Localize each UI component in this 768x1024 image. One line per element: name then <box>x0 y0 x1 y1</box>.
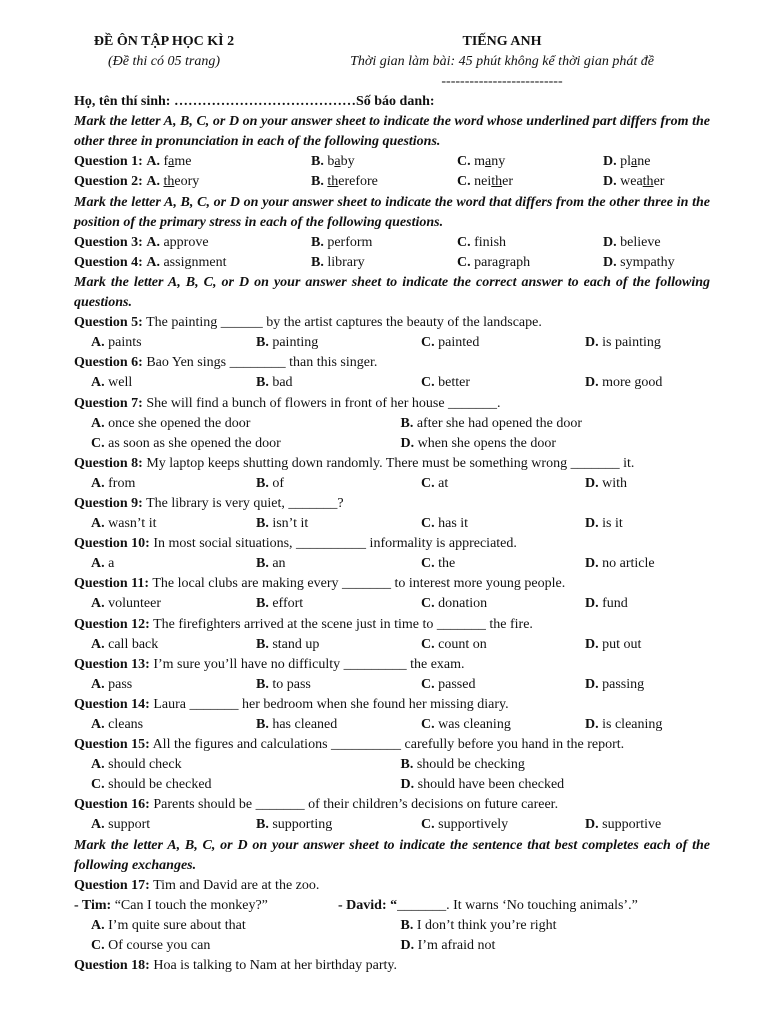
option-d: should have been checked <box>417 777 565 793</box>
option-b: has cleaned <box>272 717 338 732</box>
question-14: Question 14: Laura _______ her bedroom when she found her missing diary. A. cleans B. has cleaned C. was cleaning D. is cleaning <box>74 696 663 732</box>
question-7: Question 7: She will find a bunch of flowers in front of her house _______. A. once she opened the door B. after she had opened the door C. as soon as she opened the door D. when she opens the door <box>74 395 583 451</box>
option-b: an <box>272 556 286 572</box>
question-label: Question 3: <box>74 234 143 250</box>
option-d-prefix: D. pl <box>603 154 632 170</box>
question-stem: My laptop keeps shutting down randomly. There must be something wrong _______ it. <box>142 455 635 471</box>
option-a: approve <box>163 234 209 250</box>
option-b: supporting <box>272 817 333 833</box>
option-d-underlined: a <box>631 154 638 170</box>
option-c-prefix: C. m <box>457 154 486 170</box>
option-c-suffix: ny <box>491 154 506 170</box>
exam-page <box>74 32 710 976</box>
question-3: Question 3: A. approve B. perform C. finish D. believe <box>74 234 661 250</box>
option-c: count on <box>438 636 487 652</box>
option-c: painted <box>438 335 480 351</box>
option-letter: C. <box>457 174 471 190</box>
option-d: believe <box>620 234 661 250</box>
header-row-2 <box>74 52 710 72</box>
option-b-suffix: by <box>340 154 355 170</box>
option-c: the <box>438 556 456 572</box>
question-10: Question 10: In most social situations, __________ informality is appreciated. A. a B. an C. the D. no article <box>74 536 655 572</box>
option-d-suffix: ne <box>637 154 651 170</box>
option-d: when she opens the door <box>417 435 557 451</box>
option-d-underlined: th <box>642 174 654 190</box>
question-label: Question 18: <box>74 958 150 974</box>
question-label: Question 8: <box>74 455 143 471</box>
option-a: support <box>108 817 151 833</box>
option-c-underlined: a <box>485 154 492 170</box>
question-stem: Laura _______ her bedroom when she found her missing diary. <box>149 696 509 712</box>
question-stem: She will find a bunch of flowers in front of her house _______. <box>142 395 501 411</box>
option-b: of <box>272 475 285 491</box>
question-stem: I’m sure you’ll have no difficulty _________ the exam. <box>149 656 465 672</box>
question-label: Question 13: <box>74 656 150 672</box>
question-label: Question 9: <box>74 495 143 511</box>
option-a: I’m quite sure about that <box>108 917 246 933</box>
option-letter: B. <box>311 174 324 190</box>
option-d: is it <box>602 516 623 532</box>
question-label: Question 16: <box>74 797 150 813</box>
option-c: supportively <box>438 817 509 833</box>
question-stem: Parents should be _______ of their children’s decisions on future career. <box>149 797 559 813</box>
speaker-david: - David: “ <box>338 897 398 913</box>
option-b: perform <box>327 234 373 250</box>
question-stem: Hoa is talking to Nam at her birthday party. <box>149 958 397 974</box>
question-stem: Tim and David are at the zoo. <box>149 877 320 893</box>
option-b-suffix: erefore <box>338 174 378 190</box>
option-c: has it <box>438 516 469 532</box>
option-c: finish <box>474 234 507 250</box>
option-d: more good <box>602 375 663 391</box>
speaker-tim: - Tim: <box>74 897 112 913</box>
header-row-1 <box>74 32 710 52</box>
question-label: Question 11: <box>74 576 150 592</box>
option-d-suffix: er <box>653 174 665 190</box>
option-c: passed <box>438 676 476 692</box>
instruction-pronunciation: Mark the letter A, B, C, or D on your answer sheet to indicate the word whose underlined part differs from the other three in pronunciation in each of the following questions. <box>74 114 710 150</box>
question-4: Question 4: A. assignment B. library C. paragraph D. sympathy <box>74 254 675 270</box>
question-17: Question 17: Tim and David are at the zoo. - Tim: “Can I touch the monkey?” - David: “_______. It warns ‘No touching animals’.” A. I’m quite sure about that B. I don’t think you’re right C. Of course you can D. I’m afraid not <box>74 876 710 956</box>
question-label: Question 6: <box>74 355 143 371</box>
option-d: supportive <box>602 817 662 833</box>
question-stem: Bao Yen sings ________ than this singer. <box>142 355 378 371</box>
question-stem: In most social situations, __________ informality is appreciated. <box>149 536 517 552</box>
option-c: as soon as she opened the door <box>108 435 281 451</box>
option-c-prefix: C. nei <box>457 174 492 190</box>
option-b: after she had opened the door <box>416 415 583 431</box>
question-label: Question 17: <box>74 877 150 893</box>
option-c: donation <box>438 596 488 612</box>
option-letter: D. <box>603 174 617 190</box>
option-a: volunteer <box>108 596 161 612</box>
option-d: with <box>602 475 628 491</box>
option-a: assignment <box>163 254 227 270</box>
option-b: I don’t think you’re right <box>416 917 557 933</box>
option-d: fund <box>602 596 628 612</box>
option-letter: C. <box>457 154 471 170</box>
option-b: to pass <box>272 676 311 692</box>
question-9: Question 9: The library is very quiet, _______? A. wasn’t it B. isn’t it C. has it D. is it <box>74 495 623 532</box>
option-c: was cleaning <box>438 717 511 732</box>
question-15: Question 15: All the figures and calculations __________ carefully before you hand in the report. A. should check B. should be checking C. should be checked D. should have been checked <box>74 737 625 793</box>
option-b-underlined: a <box>334 154 341 170</box>
option-a: should check <box>108 757 182 773</box>
option-d: sympathy <box>620 254 675 270</box>
option-a: well <box>108 375 133 391</box>
question-6: Question 6: Bao Yen sings ________ than this singer. A. well B. bad C. better D. more good <box>74 355 663 391</box>
question-label: Question 4: <box>74 254 143 270</box>
student-info-line: Họ, tên thí sinh: …………………………………Số báo danh: <box>74 94 435 110</box>
dialogue-line <box>74 896 710 916</box>
option-a-underlined: th <box>163 174 175 190</box>
option-b-prefix: B. b <box>311 154 335 170</box>
question-11: Question 11: The local clubs are making every _______ to interest more young people. A. volunteer B. effort C. donation D. fund <box>74 576 628 612</box>
question-label: Question 5: <box>74 315 143 331</box>
question-stem: The firefighters arrived at the scene just in time to _______ the fire. <box>149 616 533 632</box>
option-a-suffix: me <box>174 154 192 170</box>
subject-title: TIẾNG ANH <box>462 34 542 49</box>
option-a: pass <box>108 676 133 692</box>
option-c: at <box>438 475 449 491</box>
question-label: Question 7: <box>74 395 143 411</box>
option-d: is painting <box>602 335 661 351</box>
option-a: call back <box>108 636 159 652</box>
question-12: Question 12: The firefighters arrived at the scene just in time to _______ the fire. A. call back B. stand up C. count on D. put out <box>74 616 642 652</box>
david-utterance: _______. It warns ‘No touching animals’.” <box>397 897 638 913</box>
option-letter: A. <box>146 174 160 190</box>
option-c-underlined: th <box>491 174 503 190</box>
question-stem: The painting ______ by the artist captures the beauty of the landscape. <box>142 315 542 331</box>
option-a-underlined: a <box>168 154 175 170</box>
option-b: painting <box>272 335 319 351</box>
option-b: effort <box>272 596 304 612</box>
question-5: Question 5: The painting ______ by the artist captures the beauty of the landscape. A. paints B. painting C. painted D. is painting <box>74 315 661 351</box>
question-8: Question 8: My laptop keeps shutting down randomly. There must be something wrong _______ it. A. from B. of C. at D. with <box>74 455 635 491</box>
instruction-stress: Mark the letter A, B, C, or D on your answer sheet to indicate the word that differs from the other three in the position of the primary stress in each of the following questions. <box>74 194 710 230</box>
option-a: wasn’t it <box>108 516 157 532</box>
option-c: better <box>438 375 470 391</box>
option-b-prefix <box>311 174 327 189</box>
option-c: Of course you can <box>108 938 211 954</box>
question-label: Question 15: <box>74 737 150 753</box>
question-stem: All the figures and calculations __________ carefully before you hand in the report. <box>149 737 625 753</box>
option-a: from <box>108 475 136 491</box>
question-stem: The library is very quiet, _______? <box>142 495 344 511</box>
option-letter: A. <box>146 154 160 170</box>
option-b-underlined: th <box>327 174 339 190</box>
question-1 <box>74 152 710 172</box>
option-c: paragraph <box>474 254 531 270</box>
instruction-correct-answer: Mark the letter A, B, C, or D on your answer sheet to indicate the correct answer to each of the following questions. <box>74 274 710 311</box>
option-c: should be checked <box>108 777 212 793</box>
option-letter: D. <box>603 154 617 170</box>
option-a: once she opened the door <box>108 415 251 431</box>
question-18 <box>74 956 710 976</box>
option-b: should be checking <box>416 757 525 773</box>
exam-title: ĐỀ ÔN TẬP HỌC KÌ 2 <box>93 34 235 49</box>
tim-utterance: “Can I touch the monkey?” <box>111 897 268 913</box>
option-letter: B. <box>311 154 324 170</box>
question-16: Question 16: Parents should be _______ of their children’s decisions on future career. A. support B. supporting C. supportively D. supportive <box>74 797 662 833</box>
question-2 <box>74 172 710 192</box>
question-label: Question 12: <box>74 616 150 632</box>
option-a-prefix: A. f <box>146 154 169 170</box>
page-count-note: (Đề thi có 05 trang) <box>108 54 220 69</box>
option-b: library <box>327 254 365 270</box>
option-b: isn’t it <box>272 516 309 532</box>
option-a-prefix <box>146 174 163 189</box>
question-13: Question 13: I’m sure you’ll have no difficulty _________ the exam. A. pass B. to pass C. passed D. passing <box>74 656 645 692</box>
option-b: bad <box>272 375 293 391</box>
option-a: a <box>108 556 115 572</box>
question-label: Question 14: <box>74 696 150 712</box>
option-a-suffix: eory <box>174 174 200 190</box>
option-d: I’m afraid not <box>417 938 496 954</box>
option-d: is cleaning <box>602 717 663 732</box>
option-d: passing <box>602 676 645 692</box>
option-d: no article <box>602 556 655 572</box>
time-note: Thời gian làm bài: 45 phút không kể thời gian phát đề <box>350 54 654 69</box>
instruction-exchanges: Mark the letter A, B, C, or D on your answer sheet to indicate the sentence that best completes each of the following exchanges. <box>74 837 710 873</box>
option-a: cleans <box>108 717 144 732</box>
option-d: put out <box>602 636 642 652</box>
question-label: Question 2: <box>74 174 143 190</box>
option-c-suffix: er <box>502 174 514 190</box>
question-label: Question 1: <box>74 154 143 170</box>
option-b: stand up <box>272 636 320 652</box>
question-label: Question 10: <box>74 536 150 552</box>
header-divider: -------------------------- <box>441 74 563 89</box>
option-d-prefix: D. wea <box>603 174 643 190</box>
question-stem: The local clubs are making every _______ to interest more young people. <box>149 576 566 592</box>
option-a: paints <box>108 335 142 351</box>
